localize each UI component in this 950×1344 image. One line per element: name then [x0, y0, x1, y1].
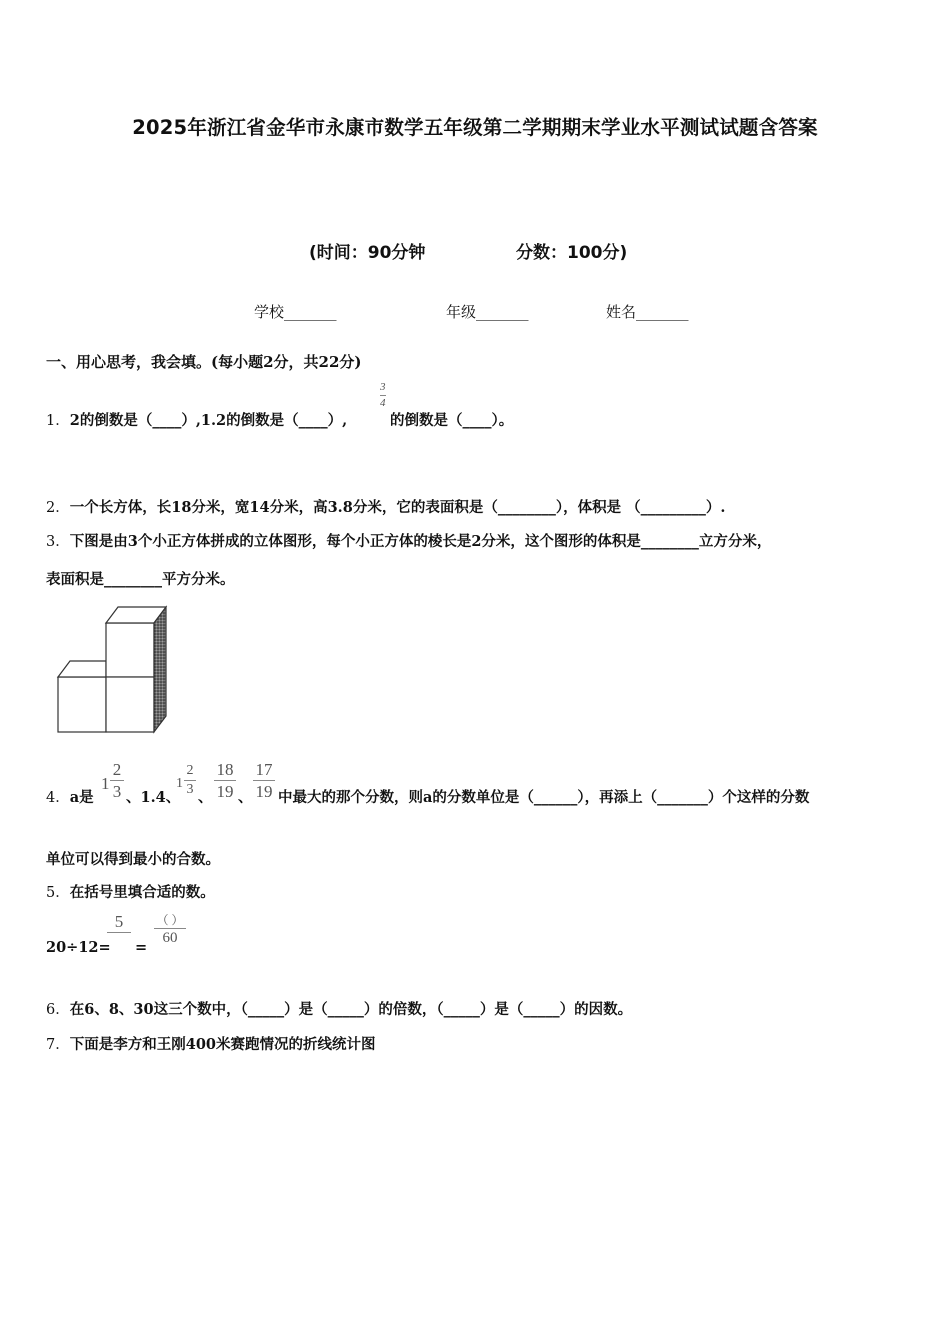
question-4-line2: 单位可以得到最小的合数。: [46, 851, 220, 868]
fraction-one-two-thirds-small: [184, 764, 196, 797]
fraction-one-two-thirds: [110, 761, 124, 800]
exam-score: 分数：100分): [516, 243, 628, 263]
question-3-line1: 下图是由3个小正方体拼成的立体图形，每个小正方体的棱长是2分米，这个图形的体积是________立方分米，: [69, 533, 772, 550]
exam-time: (时间：90分钟: [309, 243, 426, 263]
name-field: 姓名_______: [606, 303, 689, 321]
fraction-denominator: 19: [216, 782, 234, 801]
question-7-text: 下面是李方和王刚400米赛跑情况的折线统计图: [69, 1036, 376, 1053]
fraction-five-over-blank: [107, 913, 131, 952]
question-4-sep2: 、: [198, 789, 213, 806]
question-4-rest: 中最大的那个分数，则a的分数单位是（______），再添上（_______）个这样的分数: [278, 789, 810, 806]
question-6: [46, 998, 632, 1019]
fraction-bar: [154, 928, 186, 929]
cube-top-front: [106, 623, 154, 677]
question-number: 4．: [46, 790, 70, 806]
equals-sign: =: [135, 939, 148, 956]
question-number: 3．: [46, 534, 70, 550]
fraction-denominator: [107, 935, 131, 952]
fraction-denominator: 19: [255, 782, 273, 801]
cube-left-front: [58, 677, 106, 732]
question-4-a-is: a是: [69, 789, 94, 806]
question-4-number: [46, 786, 94, 807]
fraction-numerator: （ ）: [156, 913, 184, 927]
fraction-denominator: 3: [112, 782, 122, 801]
cube-shaded-side: [154, 607, 166, 732]
fraction-denominator: 4: [380, 397, 386, 409]
mixed-number-whole: 1: [176, 776, 183, 791]
question-4-sep1: 、1.4、: [126, 789, 181, 806]
fraction-bar: [184, 780, 196, 781]
fraction-blank-over-sixty: [154, 914, 186, 946]
fraction-numerator: 5: [114, 912, 124, 931]
fraction-denominator: 3: [186, 782, 194, 797]
mixed-number-whole: 1: [101, 774, 110, 793]
question-1: [46, 409, 347, 430]
fraction-bar: [380, 395, 386, 396]
fraction-bar: [107, 932, 131, 933]
fraction-eighteen-nineteenths: [214, 761, 236, 800]
cube-right-front: [106, 677, 154, 732]
question-4-sep3: 、: [238, 789, 253, 806]
fraction-bar: [253, 780, 275, 781]
fraction-numerator: 2: [186, 763, 194, 778]
question-7: [46, 1033, 376, 1054]
fraction-bar: [214, 780, 236, 781]
fraction-bar: [110, 780, 124, 781]
grade-field: 年级_______: [446, 303, 529, 321]
fraction-seventeen-nineteenths: [253, 761, 275, 800]
question-number: 6．: [46, 1002, 70, 1018]
question-3: [46, 530, 771, 551]
question-3-line2: 表面积是________平方分米。: [46, 571, 235, 588]
question-1-part2: 的倒数是（____）。: [390, 412, 514, 429]
cube-figure: [52, 600, 177, 740]
question-number: 5．: [46, 885, 70, 901]
fraction-numerator: 18: [216, 760, 234, 779]
cube-left-top: [58, 661, 106, 677]
question-1-part1: 2的倒数是（____）,1.2的倒数是（____）,: [69, 412, 348, 429]
document-title: 2025年浙江省金华市永康市数学五年级第二学期期末学业水平测试试题含答案: [132, 116, 818, 139]
question-2: [46, 496, 725, 517]
section-heading: 一、用心思考，我会填。(每小题2分，共22分): [46, 353, 362, 371]
fraction-three-quarters: [380, 382, 386, 409]
question-6-text: 在6、8、30这三个数中，（_____）是（_____）的倍数，（_____）是（_____）的因数。: [69, 1001, 633, 1018]
question-5-expression: 20÷12=: [46, 939, 111, 956]
question-number: 2．: [46, 500, 70, 516]
question-number: 1．: [46, 413, 70, 429]
question-5: [46, 881, 215, 902]
school-field: 学校_______: [254, 303, 337, 321]
fraction-numerator: 17: [255, 760, 273, 779]
fraction-denominator: 60: [162, 930, 178, 946]
question-2-text: 一个长方体，长18分米，宽14分米，高3.8分米，它的表面积是（________），体积是 （_________）.: [69, 499, 726, 516]
question-5-text: 在括号里填合适的数。: [69, 884, 215, 901]
question-number: 7．: [46, 1037, 70, 1053]
fraction-numerator: 3: [380, 381, 386, 393]
fraction-numerator: 2: [112, 760, 122, 779]
